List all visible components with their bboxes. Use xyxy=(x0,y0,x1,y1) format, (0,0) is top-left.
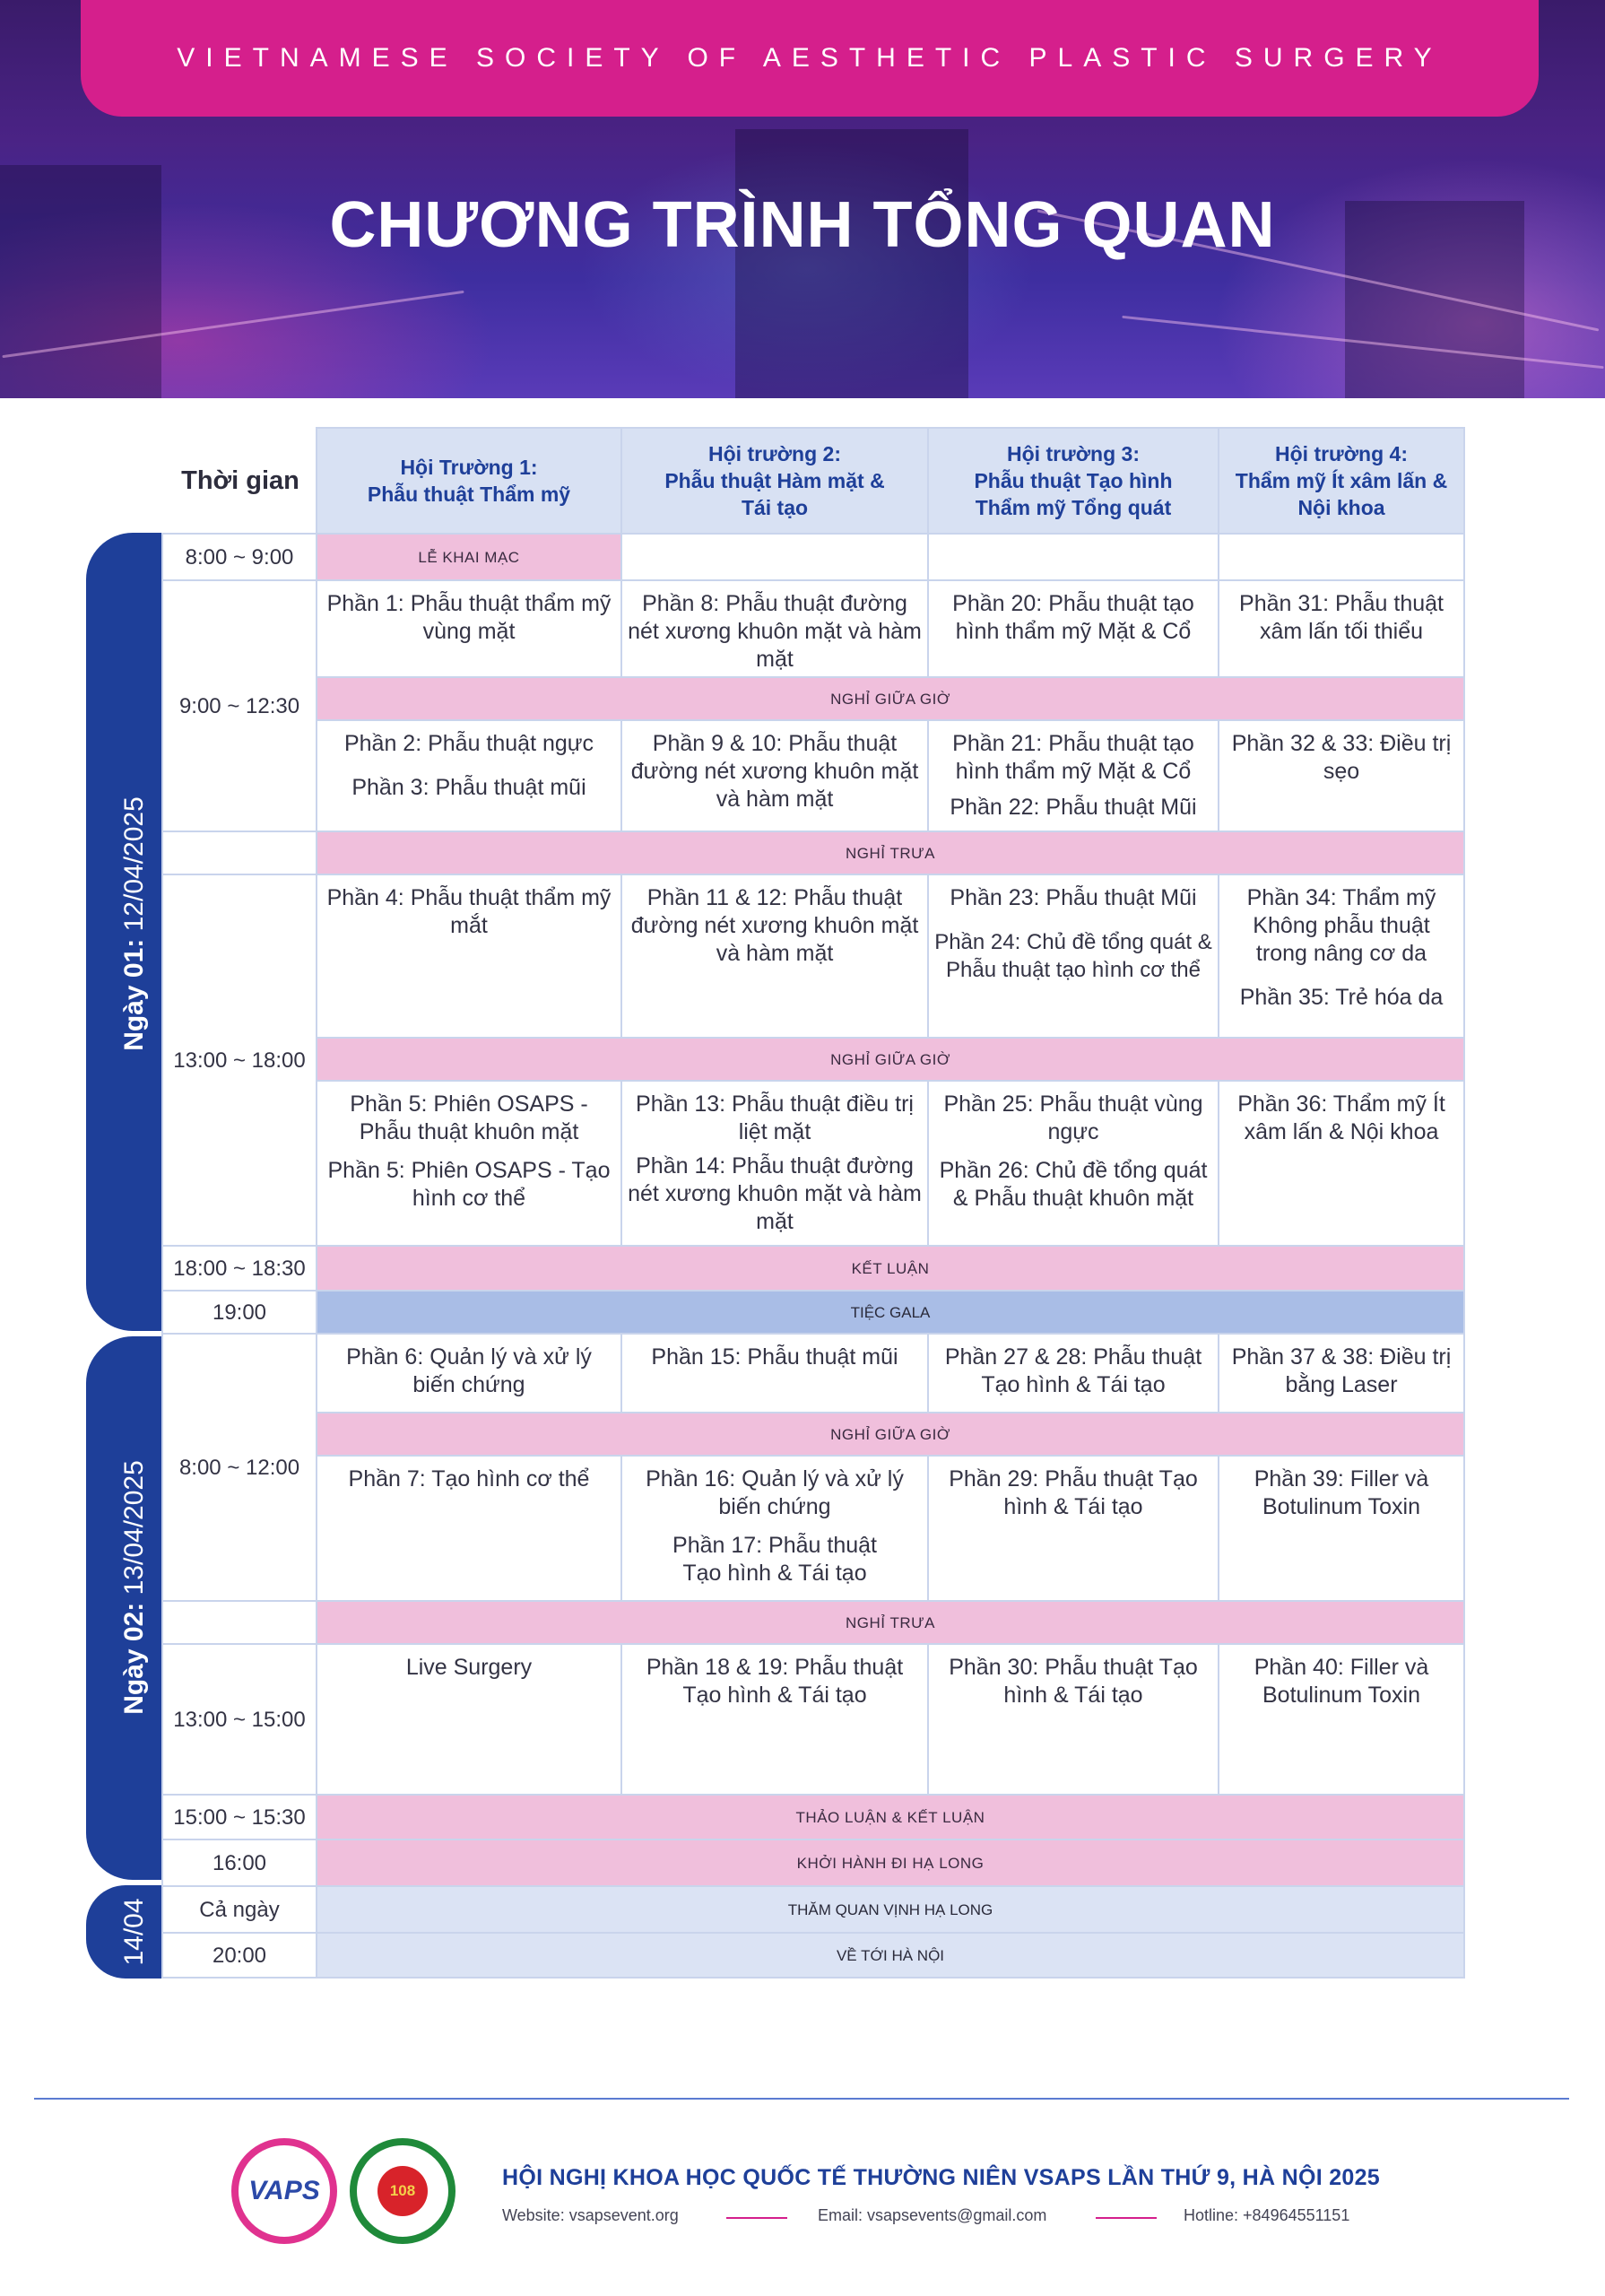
session-text: Phần 3: Phẫu thuật mũi xyxy=(351,775,586,800)
session-cell: Phần 11 & 12: Phẫu thuật đường nét xương khuôn mặt và hàm mặt xyxy=(620,874,929,1039)
lunch-banner: NGHỈ TRƯA xyxy=(316,831,1465,875)
session-text: Phần 35: Trẻ hóa da xyxy=(1239,985,1444,1010)
hall-1-name: Hội Trường 1: xyxy=(400,456,538,479)
hall-4-name: Hội trường 4: xyxy=(1275,442,1408,465)
depart-banner: KHỞI HÀNH ĐI HẠ LONG xyxy=(316,1839,1465,1887)
session-text: Phần 2: Phẫu thuật ngực xyxy=(343,731,594,756)
discussion-banner: THẢO LUẬN & KẾT LUẬN xyxy=(316,1794,1465,1840)
session-cell: Phần 27 & 28: Phẫu thuật Tạo hình & Tái tạo xyxy=(927,1333,1219,1413)
hall-1-topic: Phẫu thuật Thẩm mỹ xyxy=(367,483,571,506)
hospital-logo-text: 108 xyxy=(389,2182,416,2199)
session-cell: Phần 7: Tạo hình cơ thể xyxy=(316,1455,622,1602)
hall-4-topic: Thẩm mỹ Ít xâm lấn & Nội khoa xyxy=(1235,469,1448,519)
time-cell-empty xyxy=(161,831,317,875)
break-banner: NGHỈ GIỮA GIỜ xyxy=(316,676,1465,721)
session-cell: Phần 6: Quản lý và xử lý biến chứng xyxy=(316,1333,622,1413)
session-cell: Phần 36: Thẩm mỹ Ít xâm lấn & Nội khoa xyxy=(1218,1080,1465,1247)
time-cell: Cả ngày xyxy=(161,1885,317,1934)
day-label-3-date: 14/04 xyxy=(119,1898,149,1966)
footer-divider xyxy=(34,2098,1569,2100)
session-cell xyxy=(620,1080,929,1247)
session-cell xyxy=(316,719,622,832)
session-text: Phần 22: Phẫu thuật Mũi xyxy=(950,795,1197,820)
break-banner: NGHỈ GIỮA GIỜ xyxy=(316,1412,1465,1457)
session-cell: Phần 32 & 33: Điều trị sẹo xyxy=(1218,719,1465,832)
session-text: Phần 21: Phẫu thuật tạo hình thẩm mỹ Mặt & Cổ xyxy=(952,731,1194,784)
session-text: Phần 24: Chủ đề tổng quát & Phẫu thuật tạo hình cơ thể xyxy=(934,930,1212,982)
day-label-1-bold: Ngày 01: xyxy=(119,938,149,1051)
session-cell: Phần 40: Filler và Botulinum Toxin xyxy=(1218,1643,1465,1796)
hall-header-1 xyxy=(316,427,622,535)
conclusion-banner: KẾT LUẬN xyxy=(316,1245,1465,1292)
session-cell xyxy=(927,1080,1219,1247)
session-text: Phần 14: Phẫu thuật đường nét xương khuôn mặt và hàm mặt xyxy=(628,1153,922,1234)
session-cell: Phần 18 & 19: Phẫu thuật Tạo hình & Tái tạo xyxy=(620,1643,929,1796)
hall-3-name: Hội trường 3: xyxy=(1007,442,1140,465)
session-cell xyxy=(927,874,1219,1039)
gala-banner: TIỆC GALA xyxy=(316,1290,1465,1335)
day-label-2-date: 13/04/2025 xyxy=(119,1460,149,1596)
session-cell xyxy=(1218,874,1465,1039)
time-cell-empty xyxy=(161,1600,317,1645)
session-text: Phần 26: Chủ đề tổng quát & Phẫu thuật khuôn mặt xyxy=(939,1158,1208,1211)
session-text: Phần 13: Phẫu thuật điều trị liệt mặt xyxy=(636,1091,914,1144)
hall-2-name: Hội trường 2: xyxy=(708,442,841,465)
session-text: Phần 25: Phẫu thuật vùng ngực xyxy=(943,1091,1203,1144)
day-label-1-date: 12/04/2025 xyxy=(119,796,149,932)
session-cell: Phần 1: Phẫu thuật thẩm mỹ vùng mặt xyxy=(316,579,622,678)
hall-header-4 xyxy=(1218,427,1465,535)
empty-cell xyxy=(620,533,929,581)
session-cell: Phần 20: Phẫu thuật tạo hình thẩm mỹ Mặt & Cổ xyxy=(927,579,1219,678)
session-cell: Phần 8: Phẫu thuật đường nét xương khuôn mặt và hàm mặt xyxy=(620,579,929,678)
opening-ceremony-banner: LỄ KHAI MẠC xyxy=(316,533,622,581)
session-cell: Phần 29: Phẫu thuật Tạo hình & Tái tạo xyxy=(927,1455,1219,1602)
session-cell: Phần 31: Phẫu thuật xâm lấn tối thiểu xyxy=(1218,579,1465,678)
time-cell: 13:00 ~ 15:00 xyxy=(161,1643,317,1796)
time-cell: 13:00 ~ 18:00 xyxy=(161,874,317,1247)
empty-cell xyxy=(1218,533,1465,581)
society-name: VIETNAMESE SOCIETY OF AESTHETIC PLASTIC SURGERY xyxy=(177,43,1443,73)
bg-building xyxy=(735,129,968,398)
session-cell: Phần 39: Filler và Botulinum Toxin xyxy=(1218,1455,1465,1602)
lunch-banner: NGHỈ TRƯA xyxy=(316,1600,1465,1645)
time-cell: 15:00 ~ 15:30 xyxy=(161,1794,317,1840)
session-cell: Phần 9 & 10: Phẫu thuật đường nét xương khuôn mặt và hàm mặt xyxy=(620,719,929,832)
time-cell: 9:00 ~ 12:30 xyxy=(161,579,317,832)
session-cell xyxy=(927,719,1219,832)
session-cell: Phần 4: Phẫu thuật thẩm mỹ mắt xyxy=(316,874,622,1039)
empty-cell xyxy=(927,533,1219,581)
time-cell: 19:00 xyxy=(161,1290,317,1335)
footer-hotline: Hotline: +84964551151 xyxy=(1184,2206,1350,2224)
session-text: Phần 5: Phiên OSAPS - Phẫu thuật khuôn mặt xyxy=(350,1091,588,1144)
day-label-2 xyxy=(119,1460,150,1715)
hall-header-2 xyxy=(620,427,929,535)
session-cell: Phần 37 & 38: Điều trị bằng Laser xyxy=(1218,1333,1465,1413)
time-cell: 16:00 xyxy=(161,1839,317,1887)
vsaps-logo xyxy=(231,2138,337,2244)
session-text: Phần 17: Phẫu thuật Tạo hình & Tái tạo xyxy=(672,1533,877,1586)
time-cell: 20:00 xyxy=(161,1932,317,1979)
session-text: Phần 23: Phẫu thuật Mũi xyxy=(950,885,1197,910)
time-cell: 18:00 ~ 18:30 xyxy=(161,1245,317,1292)
session-text: Phần 16: Quản lý và xử lý biến chứng xyxy=(646,1466,904,1519)
page-title: CHƯƠNG TRÌNH TỔNG QUAN xyxy=(329,189,1276,261)
footer-email: Email: vsapsevents@gmail.com xyxy=(818,2206,1047,2224)
hall-header-3 xyxy=(927,427,1219,535)
session-cell xyxy=(620,1455,929,1602)
hall-3-topic: Phẫu thuật Tạo hình Thẩm mỹ Tổng quát xyxy=(974,469,1173,519)
session-text: Phần 5: Phiên OSAPS - Tạo hình cơ thể xyxy=(327,1158,611,1211)
day-label-3 xyxy=(119,1898,150,1965)
session-cell: Live Surgery xyxy=(316,1643,622,1796)
day-label-2-bold: Ngày 02: xyxy=(119,1602,149,1715)
return-banner: VỀ TỚI HÀ NỘI xyxy=(316,1932,1465,1979)
header-hero xyxy=(0,0,1605,398)
time-cell: 8:00 ~ 9:00 xyxy=(161,533,317,581)
session-cell xyxy=(316,1080,622,1247)
day-label-1 xyxy=(119,796,150,1051)
footer-title: HỘI NGHỊ KHOA HỌC QUỐC TẾ THƯỜNG NIÊN VSAPS LẦN THỨ 9, HÀ NỘI 2025 xyxy=(502,2165,1381,2190)
session-text: Phần 34: Thẩm mỹ Không phẫu thuật trong nâng cơ da xyxy=(1246,885,1436,966)
footer-separator xyxy=(726,2217,787,2219)
hall-2-topic: Phẫu thuật Hàm mặt & Tái tạo xyxy=(664,469,885,519)
footer-separator xyxy=(1096,2217,1157,2219)
tour-banner: THĂM QUAN VỊNH HẠ LONG xyxy=(316,1885,1465,1934)
break-banner: NGHỈ GIỮA GIỜ xyxy=(316,1037,1465,1082)
vsaps-logo-text: VAPS xyxy=(248,2176,320,2205)
hospital-logo-core xyxy=(377,2166,428,2216)
time-cell: 8:00 ~ 12:00 xyxy=(161,1333,317,1602)
society-banner xyxy=(81,0,1539,117)
time-column-header: Thời gian xyxy=(181,465,299,495)
footer-website: Website: vsapsevent.org xyxy=(502,2206,679,2224)
hospital-108-logo xyxy=(350,2138,455,2244)
session-cell: Phần 15: Phẫu thuật mũi xyxy=(620,1333,929,1413)
session-cell: Phần 30: Phẫu thuật Tạo hình & Tái tạo xyxy=(927,1643,1219,1796)
